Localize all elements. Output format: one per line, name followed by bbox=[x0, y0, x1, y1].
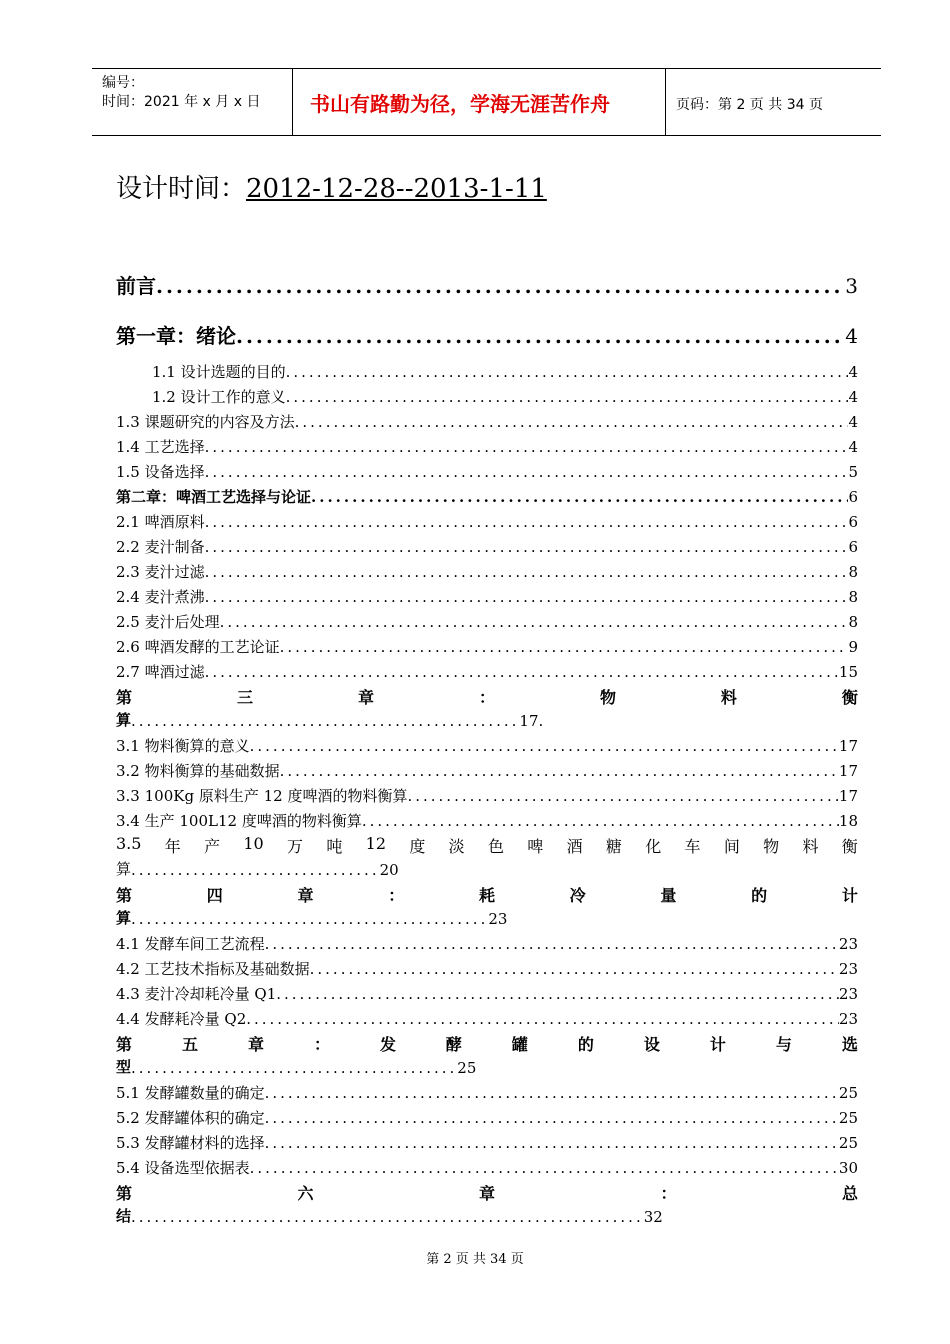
toc-entry-1-5[interactable]: 1.5 设备选择 ..... 5 bbox=[116, 460, 858, 482]
toc-entry-2-3[interactable]: 2.3 麦汁过滤 ..... 8 bbox=[116, 560, 858, 582]
toc-entry-2-5[interactable]: 2.5 麦汁后处理 ..... 8 bbox=[116, 610, 858, 632]
header-bottom-rule bbox=[92, 135, 881, 136]
toc-entry-chapter-6-line2[interactable]: 结 .................................................................. 32 bbox=[116, 1207, 663, 1226]
design-time-label: 设计时间： bbox=[116, 174, 247, 204]
toc-entry-1-4[interactable]: 1.4 工艺选择 ..... 4 bbox=[116, 435, 858, 457]
toc-entry-1-3[interactable]: 1.3 课题研究的内容及方法 ..... 4 bbox=[116, 410, 858, 432]
toc-entry-1-1[interactable]: 1.1 设计选题的目的 ..... 4 bbox=[152, 360, 858, 382]
toc-entry-3-3[interactable]: 3.3 100Kg 原料生产 12 度啤酒的物料衡算 ..... 17 bbox=[116, 784, 858, 806]
toc-entry-2-1[interactable]: 2.1 啤酒原料 ..... 6 bbox=[116, 510, 858, 532]
header-top-rule bbox=[92, 68, 881, 69]
toc-entry-chapter-4-line2[interactable]: 算 .............................................. 23 bbox=[116, 909, 508, 928]
toc-entry-3-2[interactable]: 3.2 物料衡算的基础数据 ..... 17 bbox=[116, 759, 858, 781]
design-time-value: 2012-12-28--2013-1-11 bbox=[246, 174, 547, 204]
toc-entry-chapter-1[interactable]: 第一章：绪论 ..... 4 bbox=[116, 320, 858, 350]
toc-entry-5-2[interactable]: 5.2 发酵罐体积的确定 ..... 25 bbox=[116, 1106, 858, 1128]
toc-entry-chapter-5-line2[interactable]: 型 .......................................... 25 bbox=[116, 1058, 477, 1077]
header-number-label: 编号： bbox=[102, 75, 144, 91]
toc-entry-chapter-2[interactable]: 第二章：啤酒工艺选择与论证 ..... 6 bbox=[116, 485, 858, 507]
toc-entry-chapter-3-line1[interactable]: 第 三 章 ： 物 料 衡 bbox=[116, 688, 858, 707]
toc-entry-3-4[interactable]: 3.4 生产 100L12 度啤酒的物料衡算 ..... 18 bbox=[116, 809, 858, 831]
toc-entry-2-7[interactable]: 2.7 啤酒过滤 ..... 15 bbox=[116, 660, 858, 682]
header-divider-left bbox=[292, 68, 293, 136]
header-motto: 书山有路勤为径，学海无涯苦作舟 bbox=[310, 92, 610, 116]
toc-entry-5-3[interactable]: 5.3 发酵罐材料的选择 ..... 25 bbox=[116, 1131, 858, 1153]
toc-entry-chapter-5-line1[interactable]: 第 五 章 ： 发 酵 罐 的 设 计 与 选 bbox=[116, 1035, 858, 1054]
header-divider-right bbox=[665, 68, 666, 136]
toc-entry-4-2[interactable]: 4.2 工艺技术指标及基础数据 ..... 23 bbox=[116, 957, 858, 979]
toc-entry-chapter-6-line1[interactable]: 第 六 章 ： 总 bbox=[116, 1184, 858, 1203]
toc-entry-4-1[interactable]: 4.1 发酵车间工艺流程 ..... 23 bbox=[116, 932, 858, 954]
toc-entry-preface[interactable]: 前言 ..... 3 bbox=[116, 270, 858, 300]
toc-entry-4-3[interactable]: 4.3 麦汁冷却耗冷量 Q1 ..... 23 bbox=[116, 982, 858, 1004]
design-time bbox=[116, 168, 547, 205]
toc-entry-2-2[interactable]: 2.2 麦汁制备 ..... 6 bbox=[116, 535, 858, 557]
toc-entry-3-1[interactable]: 3.1 物料衡算的意义 ..... 17 bbox=[116, 734, 858, 756]
toc-entry-1-2[interactable]: 1.2 设计工作的意义 ..... 4 bbox=[152, 385, 858, 407]
toc-entry-4-4[interactable]: 4.4 发酵耗冷量 Q2 ..... 23 bbox=[116, 1007, 858, 1029]
toc-entry-3-5-line1[interactable]: 3.5 年 产 10 万 吨 12 度 淡 色 啤 酒 糖 化 车 间 物 料 衡 bbox=[116, 834, 858, 856]
toc-entry-chapter-3-line2[interactable]: 算 .................................................. 17. bbox=[116, 711, 544, 730]
page-footer: 第 2 页 共 34 页 bbox=[426, 1252, 524, 1267]
toc-entry-2-6[interactable]: 2.6 啤酒发酵的工艺论证 ..... 9 bbox=[116, 635, 858, 657]
header-time-label: 时间：2021 年 x 月 x 日 bbox=[102, 94, 261, 110]
toc-entry-5-1[interactable]: 5.1 发酵罐数量的确定 ..... 25 bbox=[116, 1081, 858, 1103]
header-page-label: 页码：第 2 页 共 34 页 bbox=[676, 97, 823, 113]
toc-entry-5-4[interactable]: 5.4 设备选型依据表 ..... 30 bbox=[116, 1156, 858, 1178]
toc-entry-chapter-4-line1[interactable]: 第 四 章 ： 耗 冷 量 的 计 bbox=[116, 886, 858, 905]
toc-entry-3-5-line2[interactable]: 算 ................................ 20 bbox=[116, 860, 399, 879]
toc-entry-2-4[interactable]: 2.4 麦汁煮沸 ..... 8 bbox=[116, 585, 858, 607]
